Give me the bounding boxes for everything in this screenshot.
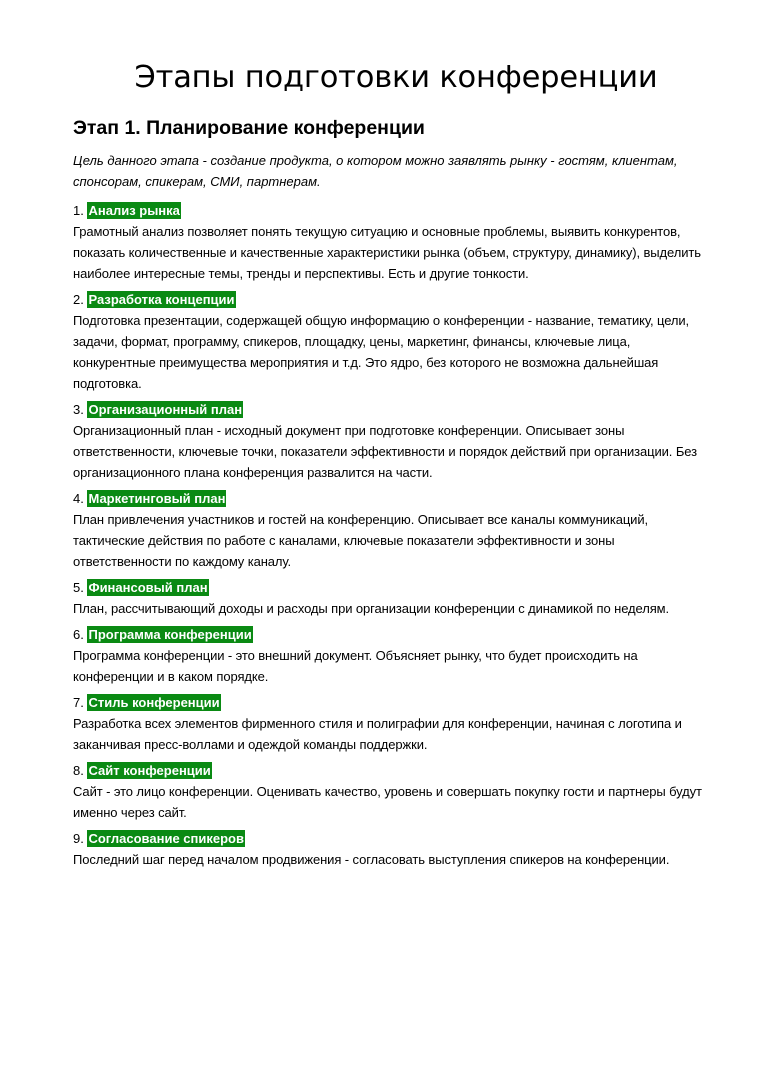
- step-label-highlight: Маркетинговый план: [88, 491, 226, 506]
- step-label-highlight: Согласование спикеров: [88, 831, 244, 846]
- step-description: План, рассчитывающий доходы и расходы при организации конференции с динамикой по неделям.: [73, 601, 670, 616]
- list-item: [73, 829, 713, 870]
- steps-list: [73, 201, 713, 870]
- step-header: [73, 489, 713, 509]
- step-header: [73, 829, 713, 849]
- step-label-highlight: Финансовый план: [88, 580, 208, 595]
- stage-intro: Цель данного этапа - создание продукта, о котором можно заявлять рынку - гостям, клиентам, спонсорам, спикерам, СМИ, партнерам.: [73, 153, 678, 189]
- document-title: Этапы подготовки конференции: [134, 60, 658, 95]
- step-label-highlight: Сайт конференции: [88, 763, 211, 778]
- step-description: Последний шаг перед началом продвижения - согласовать выступления спикеров на конференции.: [73, 852, 670, 867]
- step-description: Грамотный анализ позволяет понять текущую ситуацию и основные проблемы, выявить конкурентов, показать количественные и качественные характеристики рынка (объем, структуру, динамику), выделить наиболее интересные темы, тренды и перспективы. Есть и другие тонкости.: [73, 224, 701, 281]
- step-description: Разработка всех элементов фирменного стиля и полиграфии для конференции, начиная с логотипа и заканчивая пресс-воллами и одеждой команды поддержки.: [73, 716, 682, 752]
- list-item: [73, 761, 713, 823]
- stage-heading: Этап 1. Планирование конференции: [73, 117, 425, 139]
- list-item: [73, 578, 713, 619]
- step-label-highlight: Программа конференции: [88, 627, 252, 642]
- step-header: [73, 400, 713, 420]
- step-description: Программа конференции - это внешний документ. Объясняет рынку, что будет происходить на конференции и в каком порядке.: [73, 648, 638, 684]
- step-header: [73, 761, 713, 781]
- step-description: Организационный план - исходный документ при подготовке конференции. Описывает зоны ответственности, ключевые точки, показатели эффективности и порядок действий при организации. Без организационного плана конференция развалится на части.: [73, 423, 697, 480]
- document-page: [73, 56, 713, 876]
- step-label-highlight: Стиль конференции: [88, 695, 220, 710]
- step-header: [73, 625, 713, 645]
- step-header: [73, 290, 713, 310]
- step-header: [73, 693, 713, 713]
- step-number: 3.: [73, 402, 84, 417]
- step-number: 5.: [73, 580, 84, 595]
- step-label-highlight: Разработка концепции: [88, 292, 235, 307]
- step-header: [73, 578, 713, 598]
- step-number: 1.: [73, 203, 84, 218]
- step-description: План привлечения участников и гостей на конференцию. Описывает все каналы коммуникаций, тактические действия по работе с каналами, ключевые показатели эффективности и зоны ответственности по каждому каналу.: [73, 512, 649, 569]
- step-header: [73, 201, 713, 221]
- list-item: [73, 625, 713, 687]
- step-description: Сайт - это лицо конференции. Оценивать качество, уровень и совершать покупку гости и партнеры будут именно через сайт.: [73, 784, 702, 820]
- step-label-highlight: Анализ рынка: [88, 203, 180, 218]
- step-number: 7.: [73, 695, 84, 710]
- step-number: 6.: [73, 627, 84, 642]
- step-number: 8.: [73, 763, 84, 778]
- list-item: [73, 693, 713, 755]
- step-label-highlight: Организационный план: [88, 402, 243, 417]
- step-number: 4.: [73, 491, 84, 506]
- step-description: Подготовка презентации, содержащей общую информацию о конференции - название, тематику, цели, задачи, формат, программу, спикеров, площадку, цены, маркетинг, финансы, ключевые лица, конкурентные преимущества мероприятия и т.д. Это ядро, без которого не возможна дальнейшая подготовка.: [73, 313, 690, 391]
- list-item: [73, 201, 713, 284]
- step-number: 9.: [73, 831, 84, 846]
- step-number: 2.: [73, 292, 84, 307]
- list-item: [73, 489, 713, 572]
- list-item: [73, 400, 713, 483]
- list-item: [73, 290, 713, 394]
